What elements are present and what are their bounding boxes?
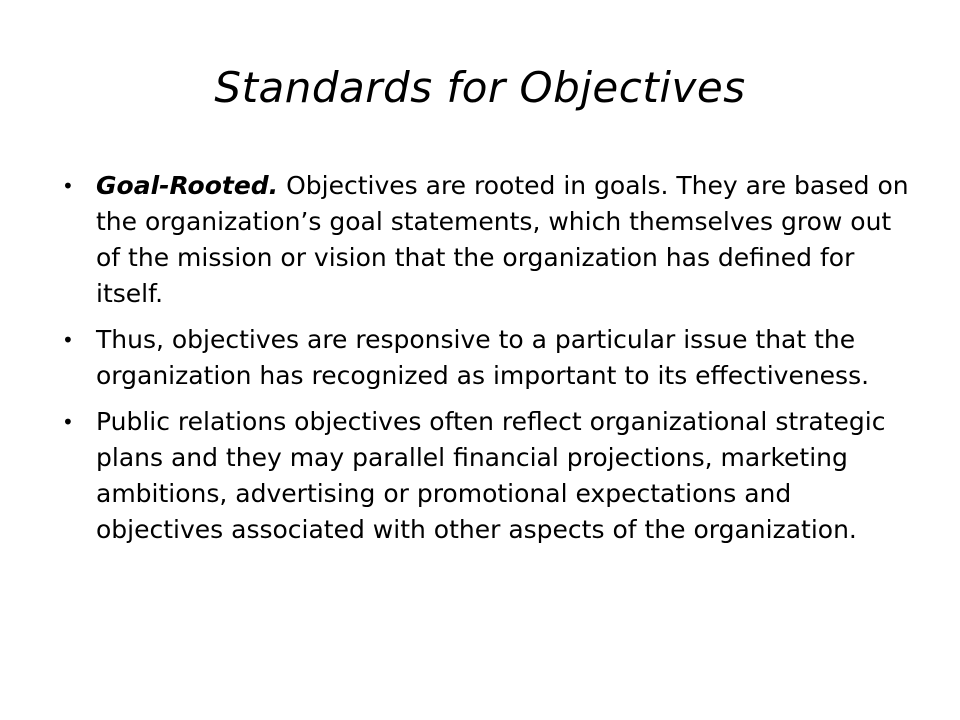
bullet-item-public-relations [62,404,914,548]
bullet-marker: • [62,410,74,434]
bullet-list [62,168,914,558]
bullet-item-goal-rooted [62,168,914,312]
bullet-body-text: Thus, objectives are responsive to a particular issue that the organization has recognized as important to its effectiveness. [96,325,870,390]
bullet-body-text: Objectives are rooted in goals. They are based on the organization’s goal statements, which themselves grow out of the mission or vision that the organization has defined for itself. [96,171,909,308]
slide-title: Standards for Objectives [214,63,746,112]
bullet-item-responsive [62,322,914,394]
bullet-lead-text: Goal-Rooted. [96,171,279,200]
bullet-marker: • [62,174,74,198]
bullet-marker: • [62,328,74,352]
bullet-body-text: Public relations objectives often reflect organizational strategic plans and they may parallel financial projections, marketing ambitions, advertising or promotional expectations and objectives associated with other aspects of the organization. [96,407,886,544]
